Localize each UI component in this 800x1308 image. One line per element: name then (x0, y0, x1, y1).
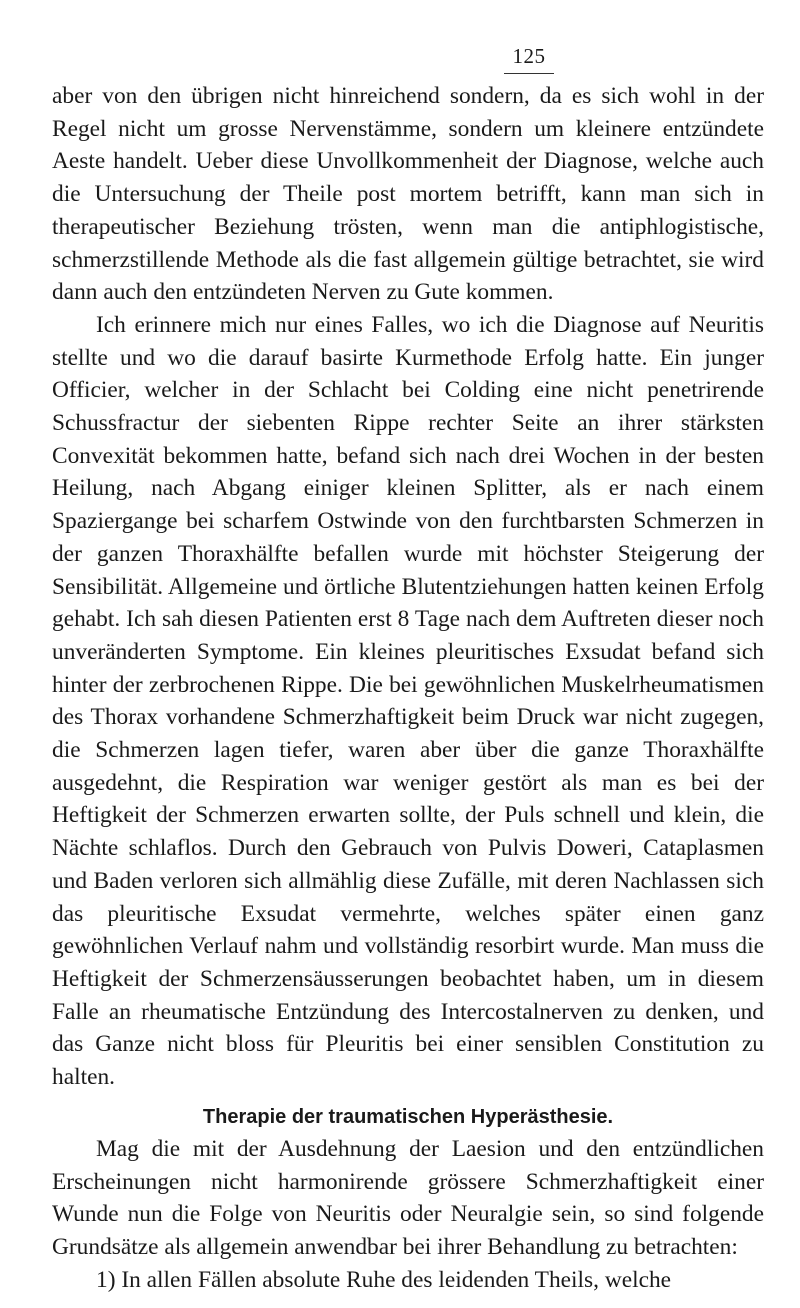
body-text (52, 80, 764, 1296)
paragraph-case-report: Ich erinnere mich nur eines Falles, wo ich die Diagnose auf Neuritis stellte und wo die darauf basirte Kurmethode Erfolg hatte. Ein junger Officier, welcher in der Schlacht bei Colding eine nicht penetrirende Schussfractur der siebenten Rippe rechter Seite an ihrer stärksten Convexität bekommen hatte, befand sich nach drei Wochen in der besten Heilung, nach Abgang einiger kleinen Splitter, als er nach einem Spaziergange bei scharfem Ostwinde von den furchtbarsten Schmerzen in der ganzen Thoraxhälfte befallen wurde mit höchster Steigerung der Sensibilität. Allgemeine und örtliche Blutentziehungen hatten keinen Erfolg gehabt. Ich sah diesen Patienten erst 8 Tage nach dem Auftreten dieser noch unveränderten Symptome. Ein kleines pleuritisches Exsudat befand sich hinter der zerbrochenen Rippe. Die bei gewöhnlichen Muskelrheumatismen des Thorax vorhandene Schmerzhaftigkeit beim Druck war nicht zugegen, die Schmerzen lagen tiefer, waren aber über die ganze Thoraxhälfte ausgedehnt, die Respiration war weniger gestört als man es bei der Heftigkeit der Schmerzen erwarten sollte, der Puls schnell und klein, die Nächte schlaflos. Durch den Gebrauch von Pulvis Doweri, Cataplasmen und Baden verloren sich allmählig diese Zufälle, mit deren Nachlassen sich das pleuritische Exsudat vermehrte, welches später einen ganz gewöhnlichen Verlauf nahm und vollständig resorbirt wurde. Man muss die Heftigkeit der Schmerzensäusserungen beobachtet haben, um in diesem Falle an rheumatische Entzündung des Intercostalnerven zu denken, und das Ganze nicht bloss für Pleuritis bei einer sensiblen Constitution zu halten. (52, 311, 764, 1091)
paragraph-continuation: aber von den übrigen nicht hinreichend sondern, da es sich wohl in der Regel nicht um grosse Nervenstämme, sondern um kleinere entzündete Aeste handelt. Ueber diese Unvollkommenheit der Diagnose, welche auch die Untersuchung der Theile post mortem betrifft, kann man sich in therapeutischer Beziehung trösten, wenn man die antiphlogistische, schmerzstillende Methode als die fast allgemein gültige betrachtet, sie wird dann auch den entzündeten Nerven zu Gute kommen. (52, 83, 764, 306)
paragraph-therapy-intro: Mag die mit der Ausdehnung der Laesion und den entzündlichen Erscheinungen nicht harmonirende grössere Schmerzhaftigkeit einer Wunde nun die Folge von Neuritis oder Neuralgie sein, so sind folgende Grundsätze als allgemein anwendbar bei ihrer Behandlung zu betrachten: (52, 1135, 764, 1260)
page-number: 125 (512, 44, 546, 68)
paragraph-therapy-rule-1: 1) In allen Fällen absolute Ruhe des leidenden Theils, welche (96, 1266, 672, 1293)
page-number-underline (504, 73, 554, 74)
section-heading: Therapie der traumatischen Hyperästhesie. (202, 1105, 614, 1128)
